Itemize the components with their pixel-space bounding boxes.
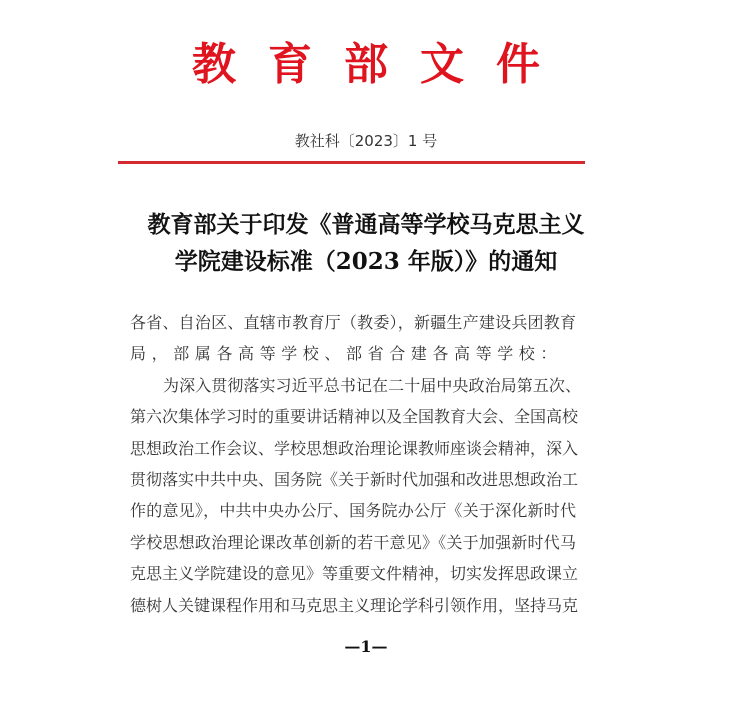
body-line: 局，部属各高等学校、部省合建各高等学校： xyxy=(130,344,563,363)
body-line: 贯彻落实中共中央、国务院《关于新时代加强和改进思想政治工 xyxy=(130,470,579,489)
document-masthead: 教育部文件 xyxy=(192,39,572,90)
body-line: 为深入贯彻落实习近平总书记在二十届中央政治局第五次、 xyxy=(163,376,581,395)
red-divider xyxy=(118,161,585,164)
body-line: 各省、自治区、直辖市教育厅（教委），新疆生产建设兵团教育 xyxy=(130,313,576,332)
body-line: 第六次集体学习时的重要讲话精神以及全国教育大会、全国高校 xyxy=(130,407,579,426)
body-line: 德树人关键课程作用和马克思主义理论学科引领作用，坚持马克 xyxy=(130,596,579,615)
body-line: 克思主义学院建设的意见》等重要文件精神，切实发挥思政课立 xyxy=(130,564,579,583)
body-line: 思想政治工作会议、学校思想政治理论课教师座谈会精神，深入 xyxy=(130,439,579,458)
page-number: —1— xyxy=(344,637,388,656)
document-title-line-2: 学院建设标准（2023 年版）》的通知 xyxy=(174,248,558,275)
body-line: 学校思想政治理论课改革创新的若干意见》《关于加强新时代马 xyxy=(130,533,576,552)
document-number: 教社科〔2023〕1 号 xyxy=(294,132,438,150)
body-line: 作的意见》，中共中央办公厅、国务院办公厅《关于深化新时代 xyxy=(130,501,576,520)
document-title-line-1: 教育部关于印发《普通高等学校马克思主义 xyxy=(147,211,585,238)
